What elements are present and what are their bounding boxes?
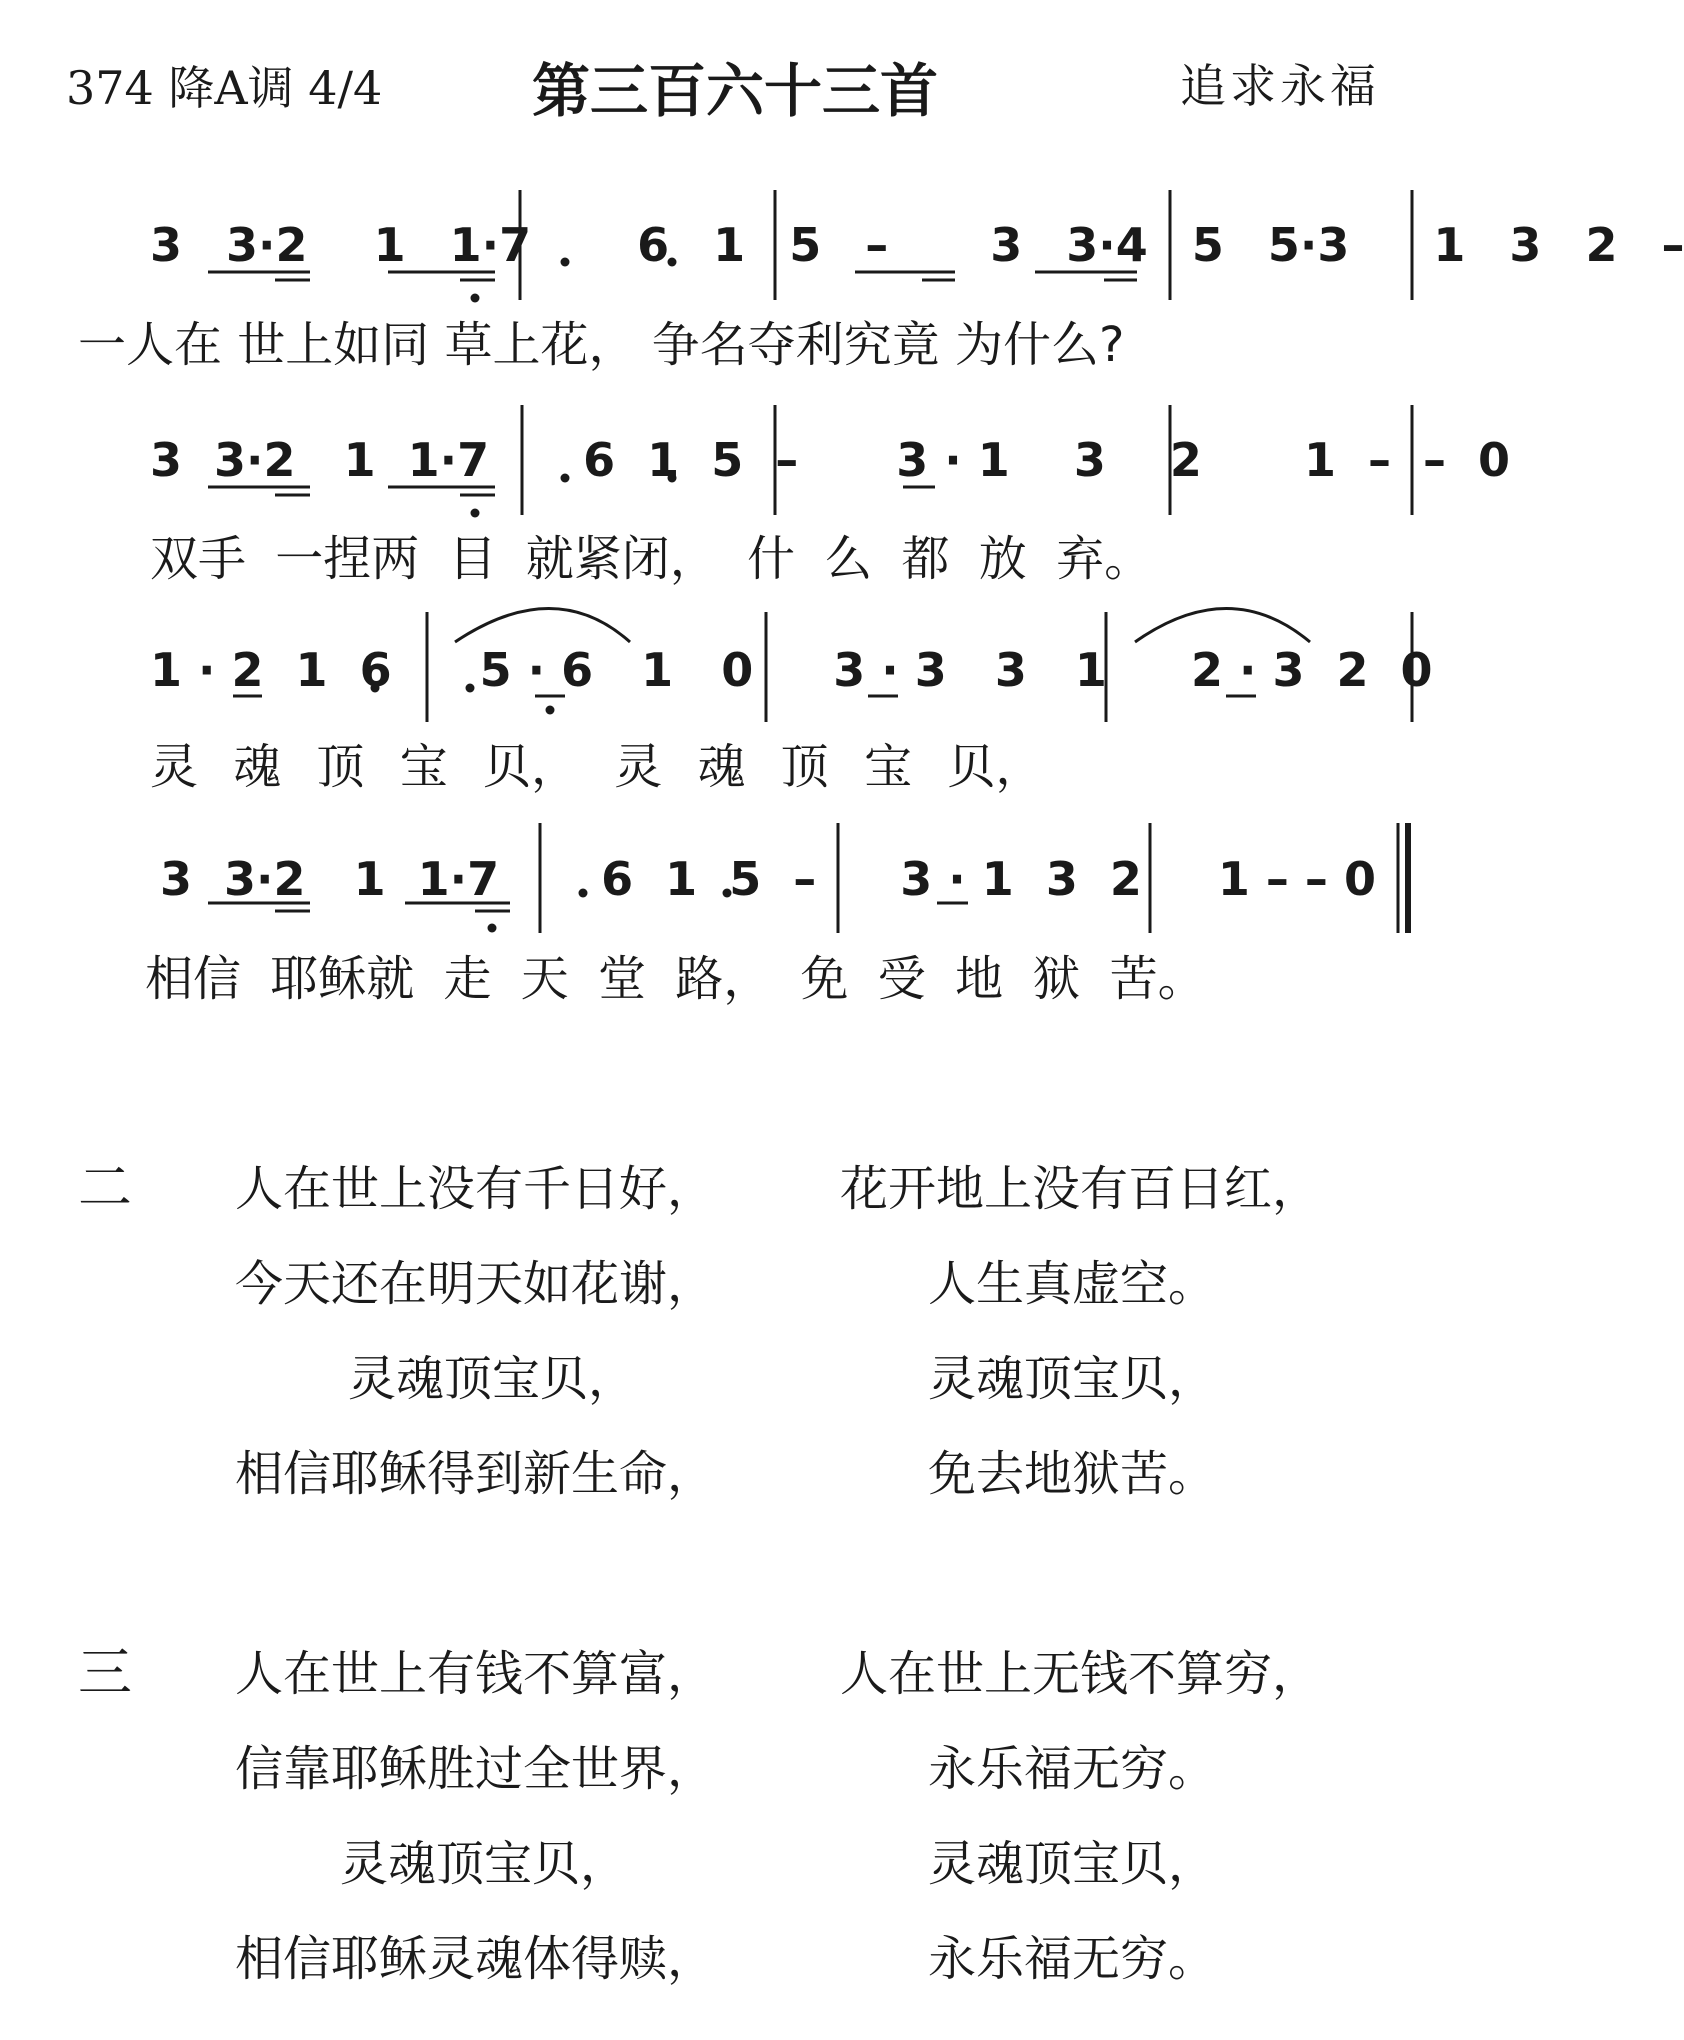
lyric-row: 双手 一捏两 目 就紧闭， 什 么 都 放 弃。 bbox=[150, 531, 1153, 587]
verse-line-right: 灵魂顶宝贝， bbox=[928, 1351, 1217, 1407]
verse-line-right: 灵魂顶宝贝， bbox=[928, 1836, 1217, 1892]
verse-number: 二 bbox=[78, 1156, 132, 1219]
notation-row: 3 3·2 1 1·7 6 1 5 – 3 · 1 3 2 1 – – 0 bbox=[160, 852, 1376, 906]
lyric-row: 相信 耶稣就 走 天 堂 路， 免 受 地 狱 苦。 bbox=[145, 951, 1206, 1007]
verse-line-left: 今天还在明天如花谢， bbox=[235, 1256, 716, 1312]
verse-line-right: 免去地狱苦。 bbox=[928, 1446, 1217, 1502]
notation-row: 1 · 2 1 6 5 · 6 1 0 3 · 3 3 1 2 · 3 2 0 bbox=[150, 643, 1433, 697]
verse-line-right: 永乐福无穷。 bbox=[928, 1741, 1217, 1797]
verse-line-right: 永乐福无穷。 bbox=[928, 1931, 1217, 1987]
lyric-row: 灵 魂 顶 宝 贝， 灵 魂 顶 宝 贝， bbox=[150, 739, 1044, 795]
hymn-subtitle: 追求永福 bbox=[1180, 59, 1380, 113]
verse-line-left: 灵魂顶宝贝， bbox=[348, 1351, 637, 1407]
verse-line-left: 相信耶稣灵魂体得赎， bbox=[235, 1931, 716, 1987]
lyric-row: 一人在 世上如同 草上花， 争名夺利究竟 为什么? bbox=[78, 317, 1125, 373]
verse-line-right: 人生真虚空。 bbox=[928, 1256, 1217, 1312]
verse-line-left: 人在世上有钱不算富， bbox=[235, 1646, 716, 1702]
notes-measure-group: 3 3·2 1 1·7 bbox=[150, 218, 532, 272]
verse-line-left: 人在世上没有千日好， bbox=[235, 1161, 716, 1217]
notation-row: 3 3·2 1 1·7 6 1 5 – 3 · 1 3 2 1 – – 0 bbox=[150, 433, 1511, 487]
notation-row: 3 3·2 1 1·7 6 1 5 – 3 3·4 5 5·3 1 3 2 – bbox=[150, 218, 1684, 272]
slur bbox=[1135, 609, 1310, 643]
verse-line-left: 相信耶稣得到新生命， bbox=[235, 1446, 716, 1502]
hymn-title: 第三百六十三首 bbox=[531, 57, 938, 125]
hymn-key-meter: 374 降A调 4/4 bbox=[66, 61, 383, 115]
verse-line-right: 人在世上无钱不算穷， bbox=[840, 1646, 1321, 1702]
verse-line-left: 灵魂顶宝贝， bbox=[340, 1836, 629, 1892]
verse-line-right: 花开地上没有百日红， bbox=[840, 1161, 1321, 1217]
slur bbox=[455, 609, 630, 643]
verse-line-left: 信靠耶稣胜过全世界， bbox=[235, 1741, 716, 1797]
verse-number: 三 bbox=[78, 1641, 132, 1704]
